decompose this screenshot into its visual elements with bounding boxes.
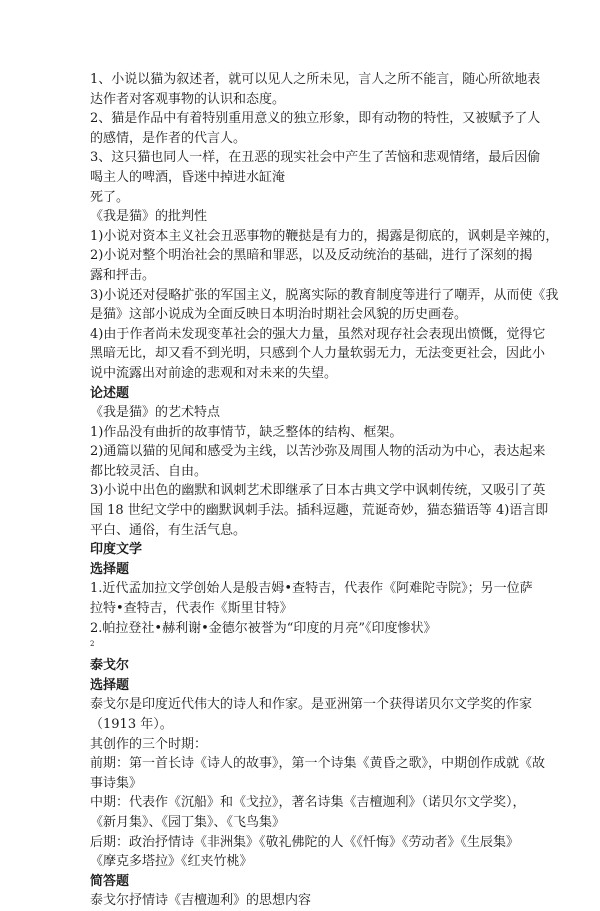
text-line: 国 18 世纪文学中的幽默讽刺手法。插科逗趣，荒诞奇妙，猫态猫语等 4)语言即 <box>90 503 549 519</box>
text-line: 都比较灵活、自由。 <box>90 463 208 479</box>
text-line: 黑暗无比，却又看不到光明，只感到个人力量软弱无力，无法变更社会，因此小 <box>90 346 546 362</box>
text-line: 1、小说以猫为叙述者，就可以见人之所未见，言人之所不能言，随心所欲地表 <box>90 72 541 87</box>
text-line: 露和抨击。 <box>90 267 156 283</box>
text-line: 的感情，是作者的代言人。 <box>90 130 247 146</box>
text-line: 《我是猫》的艺术特点 <box>90 405 221 421</box>
section-heading: 印度文学 <box>90 542 143 558</box>
section-heading: 简答题 <box>90 873 130 889</box>
text-line: 4)由于作者尚未发现变革社会的强大力量，虽然对现存社会表现出愤慨，觉得它 <box>90 326 546 342</box>
page-number: 2 <box>90 640 95 649</box>
text-line: 1)小说对资本主义社会丑恶事物的鞭挞是有力的，揭露是彻底的，讽刺是辛辣的， <box>90 228 559 244</box>
text-line: 《新月集》、《园丁集》、《飞鸟集》 <box>90 814 286 830</box>
text-line: 《摩克多塔拉》《红夹竹桃》 <box>90 854 253 870</box>
text-line: 达作者对客观事物的认识和态度。 <box>90 91 286 107</box>
text-line: 3、这只猫也同人一样，在丑恶的现实社会中产生了苦恼和悲观情绪，最后因偷 <box>90 150 541 166</box>
text-line: 泰戈尔抒情诗《吉檀迦利》的思想内容 <box>90 893 312 909</box>
text-line: 是猫》这部小说成为全面反映日本明治时期社会风貌的历史画卷。 <box>90 307 468 323</box>
text-line: 事诗集》 <box>90 775 143 791</box>
text-line: 3)小说还对侵略扩张的军国主义，脱离实际的教育制度等进行了嘲弄，从而使《我 <box>90 287 559 303</box>
text-line: 平白、通俗，有生活气息。 <box>90 522 247 538</box>
text-line: 2)小说对整个明治社会的黑暗和罪恶，以及反动统治的基础，进行了深刻的揭 <box>90 248 533 264</box>
text-line: 2)通篇以猫的见闻和感受为主线，以苦沙弥及周围人物的活动为中心，表达起来 <box>90 444 546 460</box>
text-line: 3)小说中出色的幽默和讽刺艺术即继承了日本古典文学中讽刺传统，又吸引了英 <box>90 483 546 499</box>
text-line: 2.帕拉登社•赫利谢•金德尔被誉为“印度的月亮”《印度惨状》 <box>90 620 437 636</box>
section-heading: 论述题 <box>90 385 130 401</box>
text-line: 泰戈尔是印度近代伟大的诗人和作家。是亚洲第一个获得诺贝尔文学奖的作家 <box>90 697 533 713</box>
text-line: 1.近代孟加拉文学创始人是般吉姆•查特吉，代表作《阿难陀寺院》；另一位萨 <box>90 581 533 597</box>
text-line: 前期：第一首长诗《诗人的故事》，第一个诗集《黄昏之歌》，中期创作成就《故 <box>90 756 546 772</box>
text-line: 2、猫是作品中有着特别重用意义的独立形象，即有动物的特性，又被赋予了人 <box>90 111 541 127</box>
text-line: 喝主人的啤酒，昏迷中掉进水缸淹 <box>90 169 286 185</box>
text-line: 中期：代表作《沉船》和《戈拉》，著名诗集《吉檀迦利》（诺贝尔文学奖）， <box>90 795 526 811</box>
text-line: 后期：政治抒情诗《非洲集》《敬礼佛陀的人《《忏悔》《劳动者》《生辰集》 <box>90 834 520 850</box>
text-line: 死了。 <box>90 189 130 205</box>
section-heading: 选择题 <box>90 561 130 577</box>
text-line: 说中流露出对前途的悲观和对未来的失望。 <box>90 365 338 381</box>
text-line: 其创作的三个时期： <box>90 736 208 752</box>
text-line: 《我是猫》的批判性 <box>90 209 208 225</box>
text-line: （1913 年）。 <box>90 717 173 732</box>
text-line: 1)作品没有曲折的故事情节，缺乏整体的结构、框架。 <box>90 424 403 440</box>
text-line: 拉特•查特吉，代表作《斯里甘特》 <box>90 601 293 617</box>
section-heading: 泰戈尔 <box>90 658 130 674</box>
section-heading: 选择题 <box>90 677 130 693</box>
